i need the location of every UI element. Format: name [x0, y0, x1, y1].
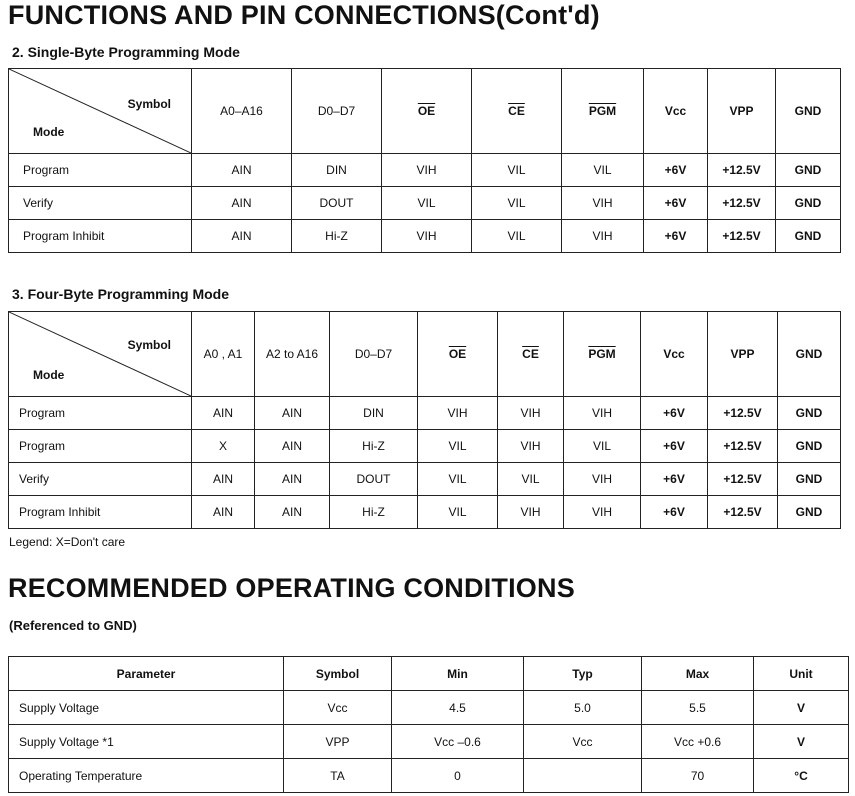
table-cell: Hi-Z	[330, 496, 418, 529]
table-cell: +6V	[644, 220, 708, 253]
table-cell	[524, 759, 642, 793]
table-cell: 5.0	[524, 691, 642, 725]
header-cell: Max	[642, 657, 754, 691]
table-cell: GND	[778, 430, 841, 463]
table-row	[9, 759, 849, 793]
table-cell: AIN	[255, 430, 330, 463]
table-cell: °C	[754, 759, 849, 793]
table-cell: VIL	[382, 187, 472, 220]
table-cell: +6V	[641, 430, 708, 463]
table-cell: VIL	[472, 220, 562, 253]
header-cell: D0–D7	[292, 69, 382, 154]
table-cell: 70	[642, 759, 754, 793]
table-cell: VIH	[498, 496, 564, 529]
table-cell: DIN	[330, 397, 418, 430]
table-row	[9, 430, 841, 463]
table-cell: AIN	[255, 463, 330, 496]
corner-mode-label: Mode	[33, 368, 65, 382]
table-row	[9, 691, 849, 725]
mode-cell: Verify	[9, 463, 192, 496]
table-cell: VIL	[472, 187, 562, 220]
mode-cell: Program	[9, 430, 192, 463]
corner-symbol-label: Symbol	[127, 97, 171, 111]
table-cell: +12.5V	[708, 463, 778, 496]
table-cell: AIN	[192, 220, 292, 253]
table-cell: +12.5V	[708, 496, 778, 529]
table-cell: +6V	[644, 187, 708, 220]
header-cell: $\overline{CE}$	[472, 69, 562, 154]
header-cell: $\overline{CE}$	[498, 312, 564, 397]
table-cell: VIH	[498, 430, 564, 463]
table-cell: +6V	[641, 463, 708, 496]
mode-cell: Program	[9, 397, 192, 430]
table-cell: AIN	[192, 154, 292, 187]
referenced-note: (Referenced to GND)	[9, 618, 137, 633]
header-cell: GND	[778, 312, 841, 397]
table-cell: AIN	[255, 496, 330, 529]
table-cell: Vcc +0.6	[642, 725, 754, 759]
table-row	[9, 220, 841, 253]
header-cell: Min	[392, 657, 524, 691]
corner-mode-label: Mode	[33, 125, 65, 139]
table-cell: VPP	[284, 725, 392, 759]
table-row	[9, 397, 841, 430]
table-cell: VIH	[382, 154, 472, 187]
header-cell: Vcc	[644, 69, 708, 154]
table-cell: V	[754, 691, 849, 725]
header-cell: A2 to A16	[255, 312, 330, 397]
table-cell: VIH	[382, 220, 472, 253]
table-cell: VIL	[472, 154, 562, 187]
header-cell: GND	[776, 69, 841, 154]
corner-cell	[9, 69, 192, 154]
table-cell: Vcc	[524, 725, 642, 759]
table-cell: VIL	[564, 430, 641, 463]
table-row	[9, 463, 841, 496]
header-cell: Vcc	[641, 312, 708, 397]
corner-cell	[9, 312, 192, 397]
table-cell: Vcc –0.6	[392, 725, 524, 759]
table-cell: 4.5	[392, 691, 524, 725]
table-cell: 0	[392, 759, 524, 793]
table-cell: GND	[778, 397, 841, 430]
mode-cell: Program	[9, 154, 192, 187]
header-cell: Typ	[524, 657, 642, 691]
header-cell: $\overline{PGM}$	[564, 312, 641, 397]
table-cell: VIH	[562, 187, 644, 220]
header-cell: $\overline{OE}$	[418, 312, 498, 397]
table-cell: +12.5V	[708, 397, 778, 430]
table-cell: VIL	[418, 496, 498, 529]
table-cell: +12.5V	[708, 187, 776, 220]
table-cell: GND	[776, 220, 841, 253]
single-byte-subtitle: 2. Single-Byte Programming Mode	[12, 44, 240, 60]
table-cell: GND	[778, 496, 841, 529]
table-cell: X	[192, 430, 255, 463]
mode-cell: Verify	[9, 187, 192, 220]
table-cell: VIH	[564, 463, 641, 496]
corner-symbol-label: Symbol	[127, 338, 171, 352]
table-cell: AIN	[192, 187, 292, 220]
parameter-cell: Supply Voltage *1	[9, 725, 284, 759]
section-title-functions: FUNCTIONS AND PIN CONNECTIONS(Cont'd)	[8, 0, 600, 30]
table-cell: +12.5V	[708, 220, 776, 253]
four-byte-subtitle: 3. Four-Byte Programming Mode	[12, 286, 230, 302]
table-cell: VIH	[418, 397, 498, 430]
table-cell: VIH	[564, 397, 641, 430]
table-cell: AIN	[192, 397, 255, 430]
header-cell: Parameter	[9, 657, 284, 691]
table-cell: VIL	[562, 154, 644, 187]
table-cell: +6V	[644, 154, 708, 187]
header-cell: A0 , A1	[192, 312, 255, 397]
header-cell: A0–A16	[192, 69, 292, 154]
header-cell: Unit	[754, 657, 849, 691]
header-cell: $\overline{PGM}$	[562, 69, 644, 154]
header-cell: $\overline{OE}$	[382, 69, 472, 154]
header-cell: VPP	[708, 312, 778, 397]
table-cell: Vcc	[284, 691, 392, 725]
parameter-cell: Supply Voltage	[9, 691, 284, 725]
table-row	[9, 725, 849, 759]
table-cell: AIN	[192, 496, 255, 529]
header-cell: VPP	[708, 69, 776, 154]
table-cell: VIL	[418, 430, 498, 463]
table-cell: TA	[284, 759, 392, 793]
table-cell: DOUT	[330, 463, 418, 496]
table-cell: VIL	[498, 463, 564, 496]
table-row	[9, 187, 841, 220]
table-cell: +12.5V	[708, 154, 776, 187]
table-cell: VIH	[564, 496, 641, 529]
legend-note: Legend: X=Don't care	[9, 535, 126, 549]
table-cell: Hi-Z	[292, 220, 382, 253]
table-cell: VIH	[562, 220, 644, 253]
table-cell: +6V	[641, 397, 708, 430]
mode-cell: Program Inhibit	[9, 220, 192, 253]
table-row	[9, 154, 841, 187]
header-cell: D0–D7	[330, 312, 418, 397]
table-cell: GND	[778, 463, 841, 496]
table-row	[9, 496, 841, 529]
table-cell: VIH	[498, 397, 564, 430]
single-byte-table	[8, 68, 841, 253]
table-cell: GND	[776, 154, 841, 187]
table-cell: AIN	[255, 397, 330, 430]
table-cell: +6V	[641, 496, 708, 529]
table-cell: VIL	[418, 463, 498, 496]
section-title-recommended: RECOMMENDED OPERATING CONDITIONS	[8, 573, 575, 603]
operating-conditions-table	[8, 656, 849, 793]
parameter-cell: Operating Temperature	[9, 759, 284, 793]
mode-cell: Program Inhibit	[9, 496, 192, 529]
four-byte-table	[8, 311, 841, 529]
table-cell: GND	[776, 187, 841, 220]
table-cell: DIN	[292, 154, 382, 187]
table-cell: Hi-Z	[330, 430, 418, 463]
table-cell: 5.5	[642, 691, 754, 725]
table-cell: AIN	[192, 463, 255, 496]
table-cell: DOUT	[292, 187, 382, 220]
table-cell: V	[754, 725, 849, 759]
header-cell: Symbol	[284, 657, 392, 691]
table-cell: +12.5V	[708, 430, 778, 463]
